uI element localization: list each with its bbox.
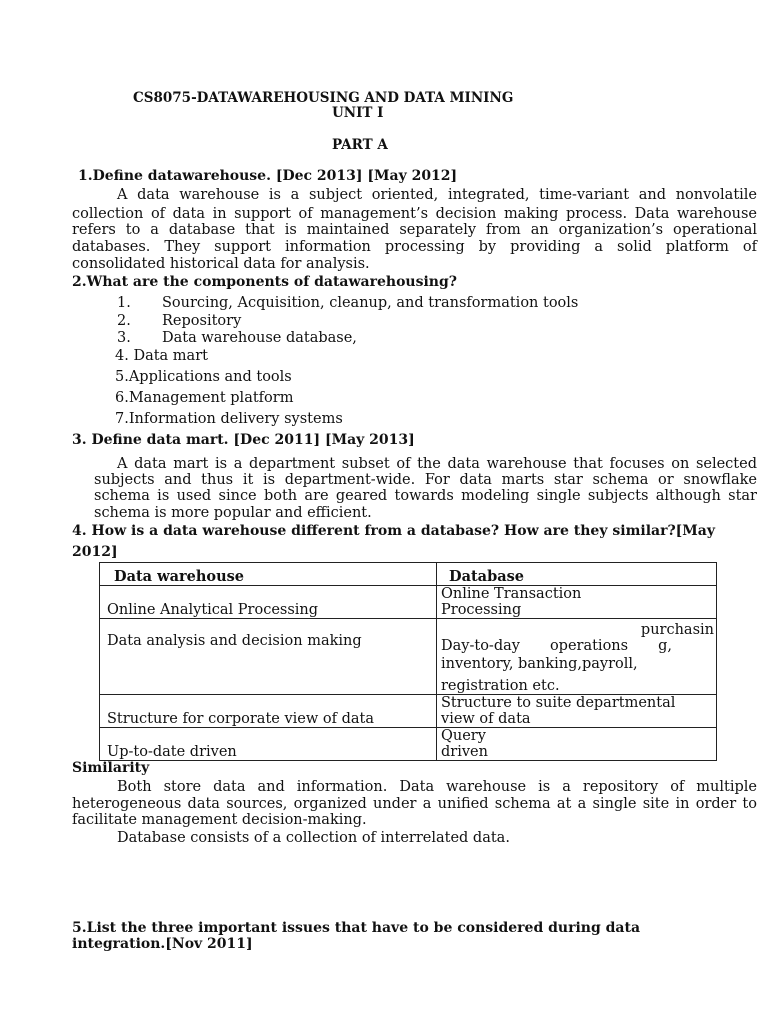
q5-heading-cont: integration.[Nov 2011] — [72, 936, 253, 952]
cell-line: Query — [441, 728, 486, 744]
cell-line: registration etc. — [441, 678, 560, 694]
list-item: 6.Management platform — [115, 390, 294, 406]
part-title: PART A — [332, 137, 388, 153]
list-item: Repository — [162, 313, 242, 329]
table-cell — [437, 619, 717, 695]
list-item: Data warehouse database, — [162, 330, 357, 346]
cell-line: view of data — [441, 711, 531, 727]
q3-line: schema is used since both are geared towards modeling single subjects although star — [94, 488, 757, 504]
similarity-line: heterogeneous data sources, organized under a unified schema at a single site in order to — [72, 796, 757, 812]
cell-line: inventory, banking,payroll, — [441, 656, 638, 672]
list-number: 2. — [117, 313, 131, 329]
q4-heading: 4. How is a data warehouse different from a database? How are they similar?[May — [72, 523, 715, 539]
table-cell — [437, 586, 717, 619]
list-number: 1. — [117, 295, 131, 311]
q3-heading: 3. Define data mart. [Dec 2011] [May 2013] — [72, 432, 415, 448]
q3-line: schema is more popular and efficient. — [94, 505, 372, 521]
table-cell: Online Analytical Processing — [100, 586, 437, 619]
table-row — [100, 728, 717, 761]
q1-line: consolidated historical data for analysis. — [72, 256, 370, 272]
list-item: Sourcing, Acquisition, cleanup, and transformation tools — [162, 295, 579, 311]
unit-title: UNIT I — [332, 105, 384, 121]
cell-line: Online Transaction — [441, 586, 582, 602]
cell-word: operations — [549, 638, 629, 654]
similarity-line: Both store data and information. Data warehouse is a repository of multiple — [117, 779, 757, 795]
q5-heading: 5.List the three important issues that have to be considered during data — [72, 920, 641, 936]
course-title: CS8075-DATAWAREHOUSING AND DATA MINING — [133, 90, 514, 106]
cell-line: Structure to suite departmental — [441, 695, 676, 711]
list-item: 7.Information delivery systems — [115, 411, 343, 427]
table-cell — [437, 728, 717, 761]
list-number: 3. — [117, 330, 131, 346]
database-line: Database consists of a collection of interrelated data. — [117, 830, 510, 846]
table-row — [100, 619, 717, 695]
list-item: 5.Applications and tools — [115, 369, 292, 385]
q4-heading-cont: 2012] — [72, 544, 118, 560]
cell-line: Processing — [441, 602, 522, 618]
table-row — [100, 586, 717, 619]
table-cell: Data analysis and decision making — [100, 619, 437, 695]
cell-word: g, — [658, 638, 672, 654]
table-cell — [437, 695, 717, 728]
table-row — [100, 695, 717, 728]
table-header-cell: Database — [437, 563, 717, 586]
q3-line: A data mart is a department subset of the data warehouse that focuses on selected — [117, 456, 757, 472]
q1-line: databases. They support information processing by providing a solid platform of — [72, 239, 757, 255]
q1-heading: 1.Define datawarehouse. [Dec 2013] [May 2012] — [78, 168, 458, 184]
q1-line: A data warehouse is a subject oriented, integrated, time-variant and nonvolatile — [117, 187, 757, 203]
q3-line: subjects and thus it is department-wide. For data marts star schema or snowflake — [94, 472, 757, 488]
list-item: 4. Data mart — [115, 348, 208, 364]
cell-word: Day-to-day — [441, 638, 520, 654]
comparison-table — [99, 562, 717, 761]
table-cell: Up-to-date driven — [100, 728, 437, 761]
q1-line: refers to a database that is maintained separately from an organization’s operational — [72, 222, 757, 238]
cell-line — [441, 638, 714, 654]
table-header-row — [100, 563, 717, 586]
cell-line: driven — [441, 744, 488, 760]
cell-line: purchasin — [640, 622, 714, 638]
similarity-line: facilitate management decision-making. — [72, 812, 367, 828]
q1-line: collection of data in support of management’s decision making process. Data warehouse — [72, 206, 757, 222]
q2-heading: 2.What are the components of datawarehousing? — [72, 274, 457, 290]
table-cell: Structure for corporate view of data — [100, 695, 437, 728]
table-header-cell: Data warehouse — [100, 563, 437, 586]
similarity-heading: Similarity — [72, 760, 150, 776]
